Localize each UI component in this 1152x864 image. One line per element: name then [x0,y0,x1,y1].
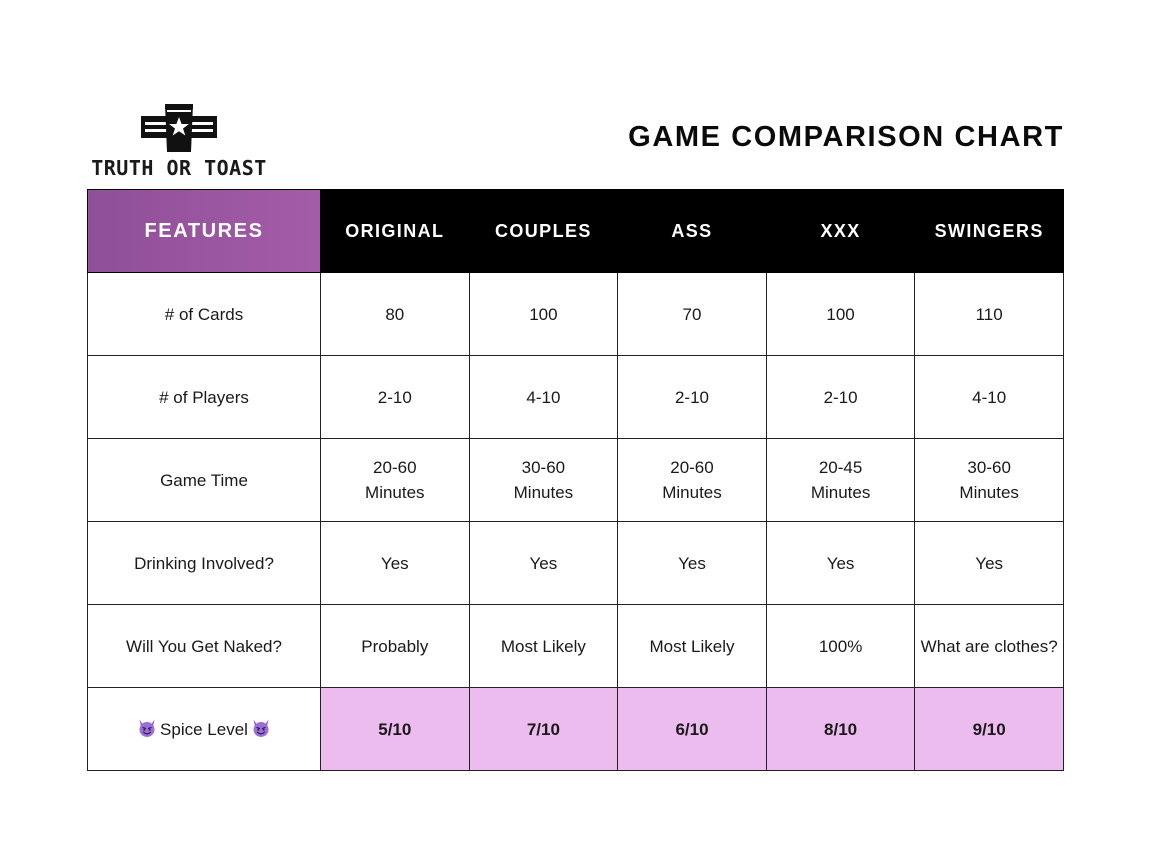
time-range: 30-60 [521,458,566,477]
table-cell [915,439,1064,522]
spice-label: Spice Level [160,720,248,739]
spice-value: 6/10 [618,688,767,771]
row-label: # of Players [88,356,321,439]
table-row-spice [88,688,1064,771]
page-title: GAME COMPARISON CHART [628,121,1064,153]
table-cell: 100 [766,273,915,356]
time-unit: Minutes [959,483,1019,502]
table-cell [321,439,470,522]
table-cell: 100% [766,605,915,688]
table-cell: Yes [618,522,767,605]
table-cell [618,439,767,522]
brand-logo [88,98,270,188]
time-unit: Minutes [662,483,722,502]
table-cell: Most Likely [469,605,618,688]
time-unit: Minutes [513,483,574,502]
table-header-row [88,190,1064,273]
time-unit: Minutes [365,483,425,502]
table-cell: Yes [766,522,915,605]
column-header-features: FEATURES [88,190,321,273]
column-header-couples: COUPLES [469,190,618,273]
comparison-table [87,189,1064,771]
smiling-devil-icon [137,718,157,738]
table-cell: Yes [915,522,1064,605]
row-label: Will You Get Naked? [88,605,321,688]
column-header-xxx: XXX [766,190,915,273]
glass-star-logo-icon [141,102,217,154]
table-row-drinking [88,522,1064,605]
column-header-original: ORIGINAL [321,190,470,273]
time-range: 20-60 [670,458,714,477]
column-header-ass: ASS [618,190,767,273]
table-cell: What are clothes? [915,605,1064,688]
column-header-swingers: SWINGERS [915,190,1064,273]
table-cell: 2-10 [766,356,915,439]
row-label: Game Time [88,439,321,522]
spice-value: 5/10 [321,688,470,771]
row-label [88,688,321,771]
table-cell: 2-10 [321,356,470,439]
brand-name: TRUTH OR TOAST [91,156,267,180]
row-label: # of Cards [88,273,321,356]
time-range: 20-60 [373,458,417,477]
smiling-devil-icon [251,718,271,738]
table-row-game-time [88,439,1064,522]
table-row-naked [88,605,1064,688]
table-cell: Most Likely [618,605,767,688]
row-label: Drinking Involved? [88,522,321,605]
time-unit: Minutes [810,483,871,502]
table-cell [469,439,618,522]
table-cell: Yes [321,522,470,605]
spice-value: 9/10 [915,688,1064,771]
table-cell: Yes [469,522,618,605]
table-row-players [88,356,1064,439]
table-cell: 4-10 [469,356,618,439]
table-cell: 2-10 [618,356,767,439]
time-range: 30-60 [967,458,1011,477]
time-range: 20-45 [818,458,863,477]
table-cell: 4-10 [915,356,1064,439]
table-row-cards [88,273,1064,356]
spice-value: 7/10 [469,688,618,771]
table-cell: 100 [469,273,618,356]
table-cell [766,439,915,522]
table-cell: Probably [321,605,470,688]
table-cell: 110 [915,273,1064,356]
spice-value: 8/10 [766,688,915,771]
table-cell: 80 [321,273,470,356]
table-cell: 70 [618,273,767,356]
